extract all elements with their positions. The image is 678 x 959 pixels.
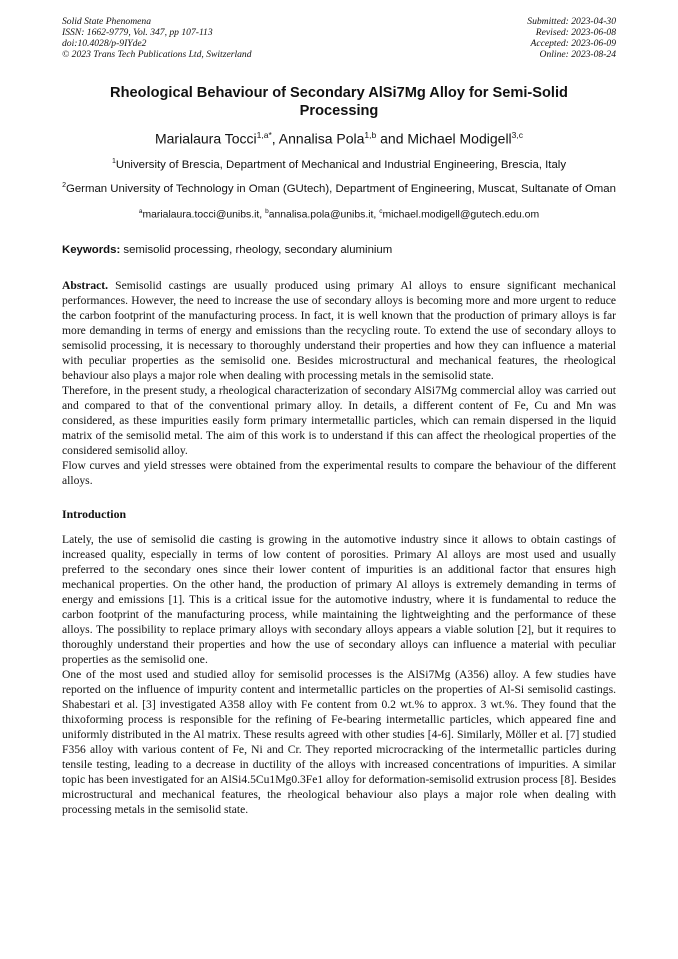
email-address: annalisa.pola@unibs.it, (268, 209, 380, 221)
abstract-paragraph (62, 278, 616, 383)
online-date: Online: 2023-08-24 (539, 49, 616, 60)
author-affiliation-mark: 3,c (511, 130, 524, 140)
keywords (62, 243, 616, 257)
introduction-section (62, 532, 616, 817)
affiliation-text: German University of Technology in Oman (GUtech), Department of Engineering, Muscat, Sultanate of Oman (65, 183, 616, 196)
author-list (62, 126, 616, 148)
abstract-paragraph: Therefore, in the present study, a rheological characterization of secondary AlSi7Mg commercial alloy was carried out and compared to that of the conventional primary alloy. In details, a different content of Fe, Cu and Mn was considered, as these impurities easily form primary intermetallic particles, which can remain dispersed in the liquid matrix of the semisolid metal. The aim of this work is to understand if this can affect the rheological properties of the considered semisolid alloy. (62, 383, 616, 457)
author-name: Annalisa Pola (278, 130, 365, 147)
abstract-section (62, 278, 616, 488)
author-name: Marialaura Tocci (154, 130, 257, 147)
journal-info (62, 16, 252, 60)
introduction-paragraph: One of the most used and studied alloy for semisolid processes is the AlSi7Mg (A356) alloy. A few studies have reported on the influence of impurity content and intermetallic particles on the properties of Al-Si semisolid castings. Shabestari et al. [3] investigated A358 alloy with Fe content from 0.2 wt.% to approx. 3 wt.%. They found that the thixoforming process is responsible for the refining of Fe-bearing intermetallic particles, which appeared fine and uniformly distributed in the Al matrix. These results agreed with other studies [4-6]. Similarly, Möller et al. [7] studied F356 alloy with various content of Fe, Ni and Cr. They reported microcracking of the intermetallic particles during tensile testing, leading to a decrease in ductility of the alloys with increased concentrations of impurities. A similar topic has been investigated for an AlSi4.5Cu1Mg0.3Fe1 alloy for deformation-semisolid extrusion process [8]. Besides microstructural and mechanical features, the rheological behaviour also plays a major role when dealing with processing metals in the semisolid state. (62, 667, 616, 816)
email-address: marialaura.tocci@unibs.it, (142, 209, 266, 221)
journal-name: Solid State Phenomena (62, 16, 151, 27)
email-mark: a (138, 208, 143, 216)
author-name: Michael Modigell (407, 130, 512, 147)
publication-dates (527, 16, 616, 60)
section-heading-introduction: Introduction (62, 506, 127, 521)
copyright-line: © 2023 Trans Tech Publications Ltd, Switzerland (62, 49, 252, 60)
paper-title: Rheological Behaviour of Secondary AlSi7Mg Alloy for Semi-Solid Processing (110, 85, 568, 119)
abstract-text: Semisolid castings are usually produced using primary Al alloys to ensure significant mechanical performances. However, the need to increase the use of secondary alloys is becoming more and more urgent to reduce the carbon footprint of the manufacturing process. In fact, it is well known that the production of primary alloys is far more demanding in terms of energy and emissions than the recycling route. To extend the use of secondary alloys to semisolid processing, it is necessary to thoroughly understand their properties and how they can influence a material with peculiar properties as the semisolid one. Besides microstructural and mechanical features, the rheological behaviour also plays a major role when dealing with processing metals in the semisolid state. (62, 278, 616, 382)
email-mark: b (265, 208, 269, 216)
email-address: michael.modigell@gutech.edu.om (382, 209, 540, 221)
author-separator: and (376, 130, 408, 147)
keywords-text: semisolid processing, rheology, secondary aluminium (120, 243, 393, 256)
author-affiliation-mark: 1,a* (256, 130, 272, 140)
affiliation-text: University of Brescia, Department of Mechanical and Industrial Engineering, Brescia, Italy (115, 158, 567, 171)
issn-line: ISSN: 1662-9779, Vol. 347, pp 107-113 (62, 27, 213, 38)
author-emails (62, 205, 616, 221)
affiliation-mark: 2 (62, 182, 66, 190)
affiliation (62, 178, 616, 197)
submitted-date: Submitted: 2023-04-30 (527, 16, 616, 27)
doi-line: doi:10.4028/p-9IYde2 (62, 38, 147, 49)
keywords-label: Keywords: (62, 243, 121, 256)
abstract-label: Abstract. (62, 278, 109, 292)
author-affiliation-mark: 1,b (364, 130, 377, 140)
introduction-paragraph: Lately, the use of semisolid die casting is growing in the automotive industry since it allows to obtain castings of increased quality, especially in terms of low content of porosities. Primary Al alloys are most used and usually preferred to the secondary ones since their lower content of impurities is an additional factor that ensures high mechanical properties. On the other hand, the production of primary Al alloys is extremely demanding in terms of energy and emissions [1]. This is a critical issue for the automotive industry, where it is fundamental to reduce the carbon footprint of the manufacturing process, while maintaining the lightweighting and the performance of these alloys. The possibility to replace primary alloys with secondary alloys appears a viable solution [2], but it requires to thoroughly understand their properties and how the use of secondary alloys can influence a material with peculiar properties as the semisolid one. (62, 532, 616, 666)
author-separator: , (271, 130, 279, 147)
email-mark: c (379, 208, 383, 216)
accepted-date: Accepted: 2023-06-09 (530, 38, 616, 49)
affiliation-mark: 1 (111, 157, 116, 165)
affiliation (62, 154, 616, 173)
abstract-paragraph: Flow curves and yield stresses were obtained from the experimental results to compare the behaviour of the different alloys. (62, 458, 616, 487)
journal-header (62, 16, 616, 60)
revised-date: Revised: 2023-06-08 (535, 27, 616, 38)
